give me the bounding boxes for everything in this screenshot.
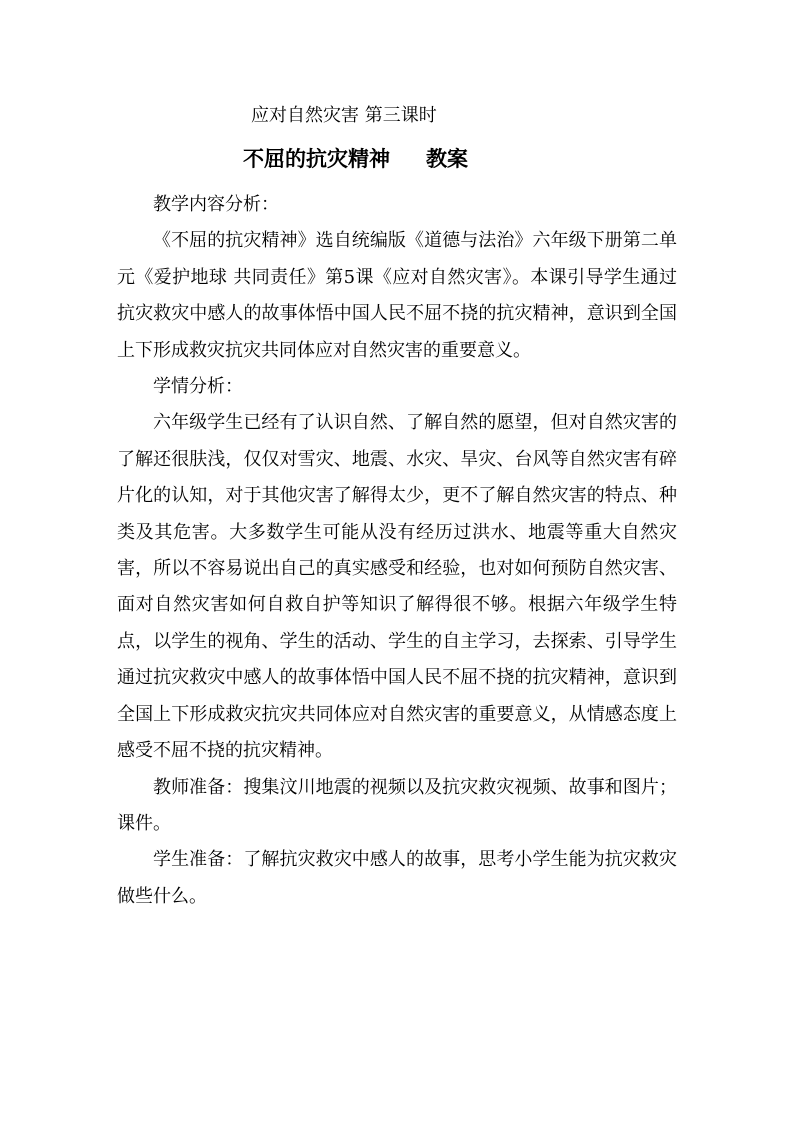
heading-student-analysis: 学情分析： xyxy=(153,376,243,398)
heading-content-analysis: 教学内容分析： xyxy=(153,194,279,215)
paragraph-student-preparation: 学生准备：了解抗灾救灾中感人的故事，思考小学生能为抗灾救灾做些什么。 xyxy=(117,849,677,907)
paragraph-student-analysis: 六年级学生已经有了认识自然、了解自然的愿望，但对自然灾害的了解还很肤浅，仅仅对雪灾、地震、水灾、旱灾、台风等自然灾害有碎片化的认知，对于其他灾害了解得太少，更不了解自然灾害的特点、种类及其危害。大多数学生可能从没有经历过洪水、地震等重大自然灾害，所以不容易说出自己的真实感受和经验，也对如何预防自然灾害、面对自然灾害如何自救自护等知识了解得很不够。根据六年级学生特点，以学生的视角、学生的活动、学生的自主学习，去探索、引导学生通过抗灾救灾中感人的故事体悟中国人民不屈不挠的抗灾精神，意识到全国上下形成救灾抗灾共同体应对自然灾害的重要意义，从情感态度上感受不屈不挠的抗灾精神。 xyxy=(117,412,677,762)
title-main: 不屈的抗灾精神 xyxy=(243,146,390,171)
lesson-subtitle: 应对自然灾害 第三课时 xyxy=(251,105,437,126)
document-body xyxy=(117,187,677,915)
page-title xyxy=(243,144,468,174)
title-suffix: 教案 xyxy=(426,146,468,171)
paragraph-teacher-preparation: 教师准备：搜集汶川地震的视频以及抗灾救灾视频、故事和图片；课件。 xyxy=(117,776,677,834)
paragraph-content-analysis: 《不屈的抗灾精神》选自统编版《道德与法治》六年级下册第二单元《爱护地球 共同责任》第5课《应对自然灾害》。本课引导学生通过抗灾救灾中感人的故事体悟中国人民不屈不挠的抗灾精神，意识到全国上下形成救灾抗灾共同体应对自然灾害的重要意义。 xyxy=(117,230,677,361)
